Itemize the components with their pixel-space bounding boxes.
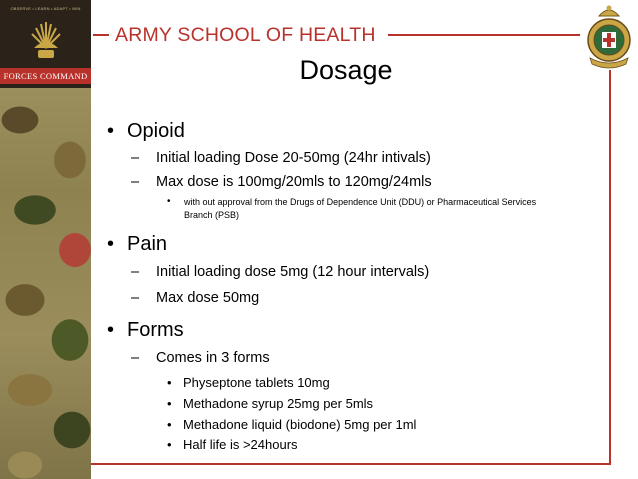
bullet-icon: •: [107, 233, 115, 255]
sub-item-text: Physeptone tablets 10mg: [183, 375, 330, 390]
forces-command-label: FORCES COMMAND: [0, 68, 91, 84]
note-text-line1: with out approval from the Drugs of Dependence Unit (DDU) or Pharmaceutical Services: [184, 197, 537, 207]
list-item-text: Max dose is 100mg/20mls to 120mg/24mls: [156, 174, 432, 190]
bullet-icon: •: [167, 196, 171, 207]
corps-crest-icon: [582, 2, 636, 70]
bullet-icon: •: [167, 396, 172, 411]
note-text-line2: Branch (PSB): [184, 210, 240, 220]
bullet-icon: •: [167, 375, 172, 390]
school-name: ARMY SCHOOL OF HEALTH: [115, 24, 376, 46]
sub-item-text: Methadone liquid (biodone) 5mg per 1ml: [183, 417, 417, 432]
header-rule-left: [93, 34, 109, 36]
section-heading: Opioid: [127, 120, 185, 142]
list-item-text: Initial loading Dose 20-50mg (24hr intivals): [156, 150, 431, 166]
slide-title: Dosage: [299, 55, 393, 85]
sub-item-text: Methadone syrup 25mg per 5mls: [183, 396, 374, 411]
dash-icon: –: [131, 264, 140, 280]
frame-bottom-line: [91, 463, 611, 465]
frame-vertical-line: [609, 70, 611, 463]
dash-icon: –: [131, 350, 140, 366]
camouflage-sidebar: [0, 0, 91, 479]
dash-icon: –: [131, 290, 140, 306]
dash-icon: –: [131, 174, 140, 190]
sidebar-header: [0, 0, 91, 88]
section-heading: Pain: [127, 233, 168, 255]
bullet-icon: •: [167, 417, 172, 432]
list-item-text: Initial loading dose 5mg (12 hour intervals): [156, 264, 430, 280]
list-item-text: Comes in 3 forms: [156, 350, 270, 366]
approval-note: [167, 196, 587, 222]
dash-icon: –: [131, 150, 140, 166]
sub-item-text: Half life is >24hours: [183, 437, 298, 452]
section-heading: Forms: [127, 319, 184, 341]
header-rule-right: [388, 34, 580, 36]
list-item-text: Max dose 50mg: [156, 290, 260, 306]
bullet-icon: •: [167, 437, 172, 452]
sidebar-motto: OBSERVE • LEARN • ADAPT • WIN: [10, 6, 81, 11]
rising-sun-emblem-icon: [28, 18, 64, 62]
bullet-icon: •: [107, 120, 115, 142]
bullet-icon: •: [107, 319, 115, 341]
